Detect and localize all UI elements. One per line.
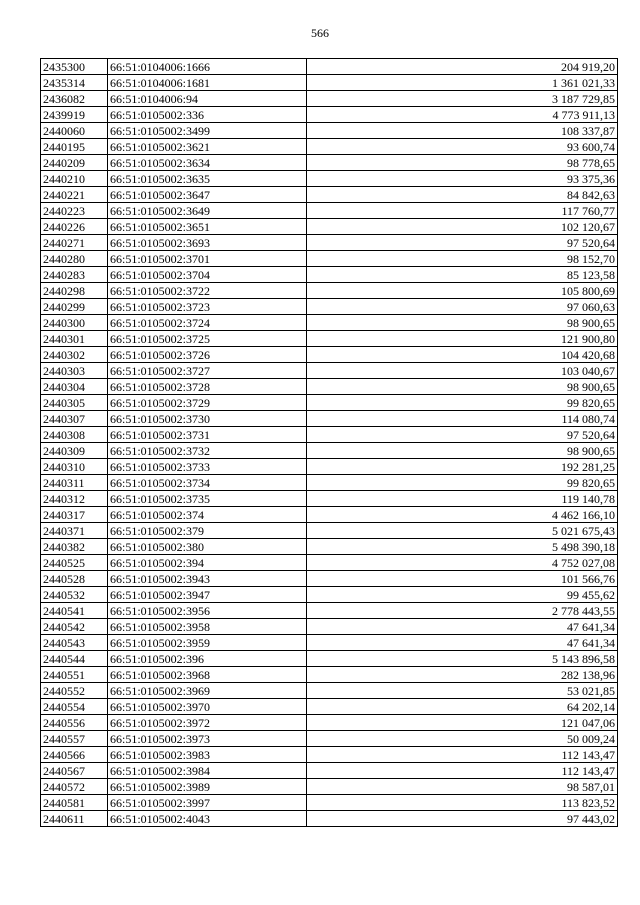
row-id-cell: 2440317 (41, 507, 108, 523)
table-row (41, 91, 618, 107)
cadastral-number-cell: 66:51:0105002:3969 (108, 683, 307, 699)
cadastral-number-cell: 66:51:0105002:3997 (108, 795, 307, 811)
table-row (41, 107, 618, 123)
cadastral-number-cell: 66:51:0105002:3956 (108, 603, 307, 619)
table-row (41, 347, 618, 363)
row-id-cell: 2440311 (41, 475, 108, 491)
value-cell: 121 900,80 (307, 331, 618, 347)
row-id-cell: 2439919 (41, 107, 108, 123)
cadastral-number-cell: 66:51:0105002:379 (108, 523, 307, 539)
table-row (41, 699, 618, 715)
cadastral-number-cell: 66:51:0105002:3724 (108, 315, 307, 331)
value-cell: 47 641,34 (307, 635, 618, 651)
cadastral-number-cell: 66:51:0105002:3725 (108, 331, 307, 347)
value-cell: 114 080,74 (307, 411, 618, 427)
table-row (41, 187, 618, 203)
cadastral-number-cell: 66:51:0105002:3968 (108, 667, 307, 683)
table-row (41, 219, 618, 235)
table-row (41, 363, 618, 379)
cadastral-number-cell: 66:51:0105002:3973 (108, 731, 307, 747)
value-cell: 93 375,36 (307, 171, 618, 187)
table-row (41, 459, 618, 475)
row-id-cell: 2440554 (41, 699, 108, 715)
cadastral-number-cell: 66:51:0105002:396 (108, 651, 307, 667)
row-id-cell: 2440195 (41, 139, 108, 155)
cadastral-number-cell: 66:51:0105002:3983 (108, 747, 307, 763)
table-row (41, 267, 618, 283)
row-id-cell: 2440572 (41, 779, 108, 795)
value-cell: 117 760,77 (307, 203, 618, 219)
table-row (41, 171, 618, 187)
row-id-cell: 2440303 (41, 363, 108, 379)
cadastral-number-cell: 66:51:0105002:3634 (108, 155, 307, 171)
row-id-cell: 2440544 (41, 651, 108, 667)
table-row (41, 651, 618, 667)
cadastral-number-cell: 66:51:0105002:3647 (108, 187, 307, 203)
table-row (41, 811, 618, 827)
row-id-cell: 2440226 (41, 219, 108, 235)
table-row (41, 683, 618, 699)
row-id-cell: 2440310 (41, 459, 108, 475)
row-id-cell: 2440532 (41, 587, 108, 603)
value-cell: 97 520,64 (307, 427, 618, 443)
value-cell: 2 778 443,55 (307, 603, 618, 619)
value-cell: 47 641,34 (307, 619, 618, 635)
table-row (41, 75, 618, 91)
value-cell: 119 140,78 (307, 491, 618, 507)
value-cell: 112 143,47 (307, 763, 618, 779)
row-id-cell: 2440528 (41, 571, 108, 587)
table-row (41, 635, 618, 651)
cadastral-number-cell: 66:51:0105002:3723 (108, 299, 307, 315)
row-id-cell: 2440299 (41, 299, 108, 315)
table-row (41, 715, 618, 731)
row-id-cell: 2440304 (41, 379, 108, 395)
cadastral-number-cell: 66:51:0104006:94 (108, 91, 307, 107)
row-id-cell: 2440283 (41, 267, 108, 283)
value-cell: 85 123,58 (307, 267, 618, 283)
cadastral-number-cell: 66:51:0105002:3621 (108, 139, 307, 155)
row-id-cell: 2440567 (41, 763, 108, 779)
cadastral-number-cell: 66:51:0105002:3651 (108, 219, 307, 235)
table-row (41, 283, 618, 299)
value-cell: 50 009,24 (307, 731, 618, 747)
cadastral-number-cell: 66:51:0105002:394 (108, 555, 307, 571)
table-row (41, 571, 618, 587)
cadastral-number-cell: 66:51:0105002:3727 (108, 363, 307, 379)
cadastral-number-cell: 66:51:0104006:1681 (108, 75, 307, 91)
table-row (41, 411, 618, 427)
value-cell: 101 566,76 (307, 571, 618, 587)
value-cell: 5 498 390,18 (307, 539, 618, 555)
table-body (41, 59, 618, 827)
row-id-cell: 2440551 (41, 667, 108, 683)
value-cell: 98 778,65 (307, 155, 618, 171)
row-id-cell: 2440307 (41, 411, 108, 427)
table-row (41, 795, 618, 811)
table-row (41, 747, 618, 763)
cadastral-number-cell: 66:51:0105002:3735 (108, 491, 307, 507)
table-row (41, 315, 618, 331)
value-cell: 108 337,87 (307, 123, 618, 139)
row-id-cell: 2440210 (41, 171, 108, 187)
row-id-cell: 2440298 (41, 283, 108, 299)
row-id-cell: 2440271 (41, 235, 108, 251)
row-id-cell: 2440308 (41, 427, 108, 443)
table-row (41, 763, 618, 779)
row-id-cell: 2440312 (41, 491, 108, 507)
cadastral-number-cell: 66:51:0105002:3649 (108, 203, 307, 219)
value-cell: 3 187 729,85 (307, 91, 618, 107)
cadastral-number-cell: 66:51:0105002:3947 (108, 587, 307, 603)
cadastral-number-cell: 66:51:0105002:374 (108, 507, 307, 523)
table-row (41, 123, 618, 139)
value-cell: 282 138,96 (307, 667, 618, 683)
row-id-cell: 2440280 (41, 251, 108, 267)
table-row (41, 603, 618, 619)
data-table (40, 58, 618, 827)
value-cell: 4 752 027,08 (307, 555, 618, 571)
value-cell: 103 040,67 (307, 363, 618, 379)
row-id-cell: 2440557 (41, 731, 108, 747)
table-row (41, 779, 618, 795)
table-row (41, 155, 618, 171)
cadastral-number-cell: 66:51:0105002:3731 (108, 427, 307, 443)
value-cell: 5 021 675,43 (307, 523, 618, 539)
value-cell: 113 823,52 (307, 795, 618, 811)
value-cell: 102 120,67 (307, 219, 618, 235)
value-cell: 99 820,65 (307, 475, 618, 491)
table-row (41, 427, 618, 443)
cadastral-number-cell: 66:51:0105002:3499 (108, 123, 307, 139)
row-id-cell: 2440300 (41, 315, 108, 331)
value-cell: 105 800,69 (307, 283, 618, 299)
cadastral-number-cell: 66:51:0105002:3734 (108, 475, 307, 491)
table-row (41, 555, 618, 571)
value-cell: 99 820,65 (307, 395, 618, 411)
table-row (41, 475, 618, 491)
row-id-cell: 2435300 (41, 59, 108, 75)
table-row (41, 379, 618, 395)
cadastral-number-cell: 66:51:0105002:3989 (108, 779, 307, 795)
cadastral-number-cell: 66:51:0105002:3943 (108, 571, 307, 587)
page-number: 566 (311, 26, 329, 40)
value-cell: 64 202,14 (307, 699, 618, 715)
row-id-cell: 2440556 (41, 715, 108, 731)
cadastral-number-cell: 66:51:0105002:3693 (108, 235, 307, 251)
row-id-cell: 2440060 (41, 123, 108, 139)
row-id-cell: 2440382 (41, 539, 108, 555)
row-id-cell: 2440611 (41, 811, 108, 827)
table-row (41, 139, 618, 155)
table-row (41, 523, 618, 539)
value-cell: 4 773 911,13 (307, 107, 618, 123)
row-id-cell: 2440221 (41, 187, 108, 203)
table-row (41, 539, 618, 555)
cadastral-number-cell: 66:51:0105002:3730 (108, 411, 307, 427)
cadastral-number-cell: 66:51:0105002:3729 (108, 395, 307, 411)
cadastral-number-cell: 66:51:0105002:3701 (108, 251, 307, 267)
row-id-cell: 2435314 (41, 75, 108, 91)
table-row (41, 331, 618, 347)
value-cell: 98 152,70 (307, 251, 618, 267)
value-cell: 84 842,63 (307, 187, 618, 203)
value-cell: 112 143,47 (307, 747, 618, 763)
table-row (41, 251, 618, 267)
row-id-cell: 2440541 (41, 603, 108, 619)
value-cell: 97 520,64 (307, 235, 618, 251)
table-row (41, 443, 618, 459)
value-cell: 98 900,65 (307, 315, 618, 331)
table-row (41, 235, 618, 251)
table-row (41, 203, 618, 219)
cadastral-number-cell: 66:51:0105002:3959 (108, 635, 307, 651)
value-cell: 104 420,68 (307, 347, 618, 363)
cadastral-number-cell: 66:51:0105002:336 (108, 107, 307, 123)
cadastral-number-cell: 66:51:0105002:3728 (108, 379, 307, 395)
table-row (41, 491, 618, 507)
value-cell: 93 600,74 (307, 139, 618, 155)
table-row (41, 587, 618, 603)
value-cell: 4 462 166,10 (307, 507, 618, 523)
value-cell: 98 900,65 (307, 443, 618, 459)
table-row (41, 731, 618, 747)
table-row (41, 507, 618, 523)
table-row (41, 667, 618, 683)
cadastral-number-cell: 66:51:0105002:3726 (108, 347, 307, 363)
row-id-cell: 2440371 (41, 523, 108, 539)
value-cell: 97 443,02 (307, 811, 618, 827)
table-row (41, 299, 618, 315)
value-cell: 98 900,65 (307, 379, 618, 395)
row-id-cell: 2440542 (41, 619, 108, 635)
row-id-cell: 2440309 (41, 443, 108, 459)
value-cell: 204 919,20 (307, 59, 618, 75)
row-id-cell: 2440566 (41, 747, 108, 763)
row-id-cell: 2440209 (41, 155, 108, 171)
cadastral-number-cell: 66:51:0104006:1666 (108, 59, 307, 75)
row-id-cell: 2440223 (41, 203, 108, 219)
row-id-cell: 2440581 (41, 795, 108, 811)
value-cell: 1 361 021,33 (307, 75, 618, 91)
value-cell: 98 587,01 (307, 779, 618, 795)
value-cell: 99 455,62 (307, 587, 618, 603)
cadastral-number-cell: 66:51:0105002:3958 (108, 619, 307, 635)
row-id-cell: 2440543 (41, 635, 108, 651)
cadastral-number-cell: 66:51:0105002:3704 (108, 267, 307, 283)
cadastral-number-cell: 66:51:0105002:3722 (108, 283, 307, 299)
value-cell: 121 047,06 (307, 715, 618, 731)
cadastral-number-cell: 66:51:0105002:3972 (108, 715, 307, 731)
cadastral-number-cell: 66:51:0105002:380 (108, 539, 307, 555)
value-cell: 192 281,25 (307, 459, 618, 475)
table-row (41, 619, 618, 635)
cadastral-number-cell: 66:51:0105002:3984 (108, 763, 307, 779)
table-row (41, 59, 618, 75)
row-id-cell: 2440525 (41, 555, 108, 571)
value-cell: 5 143 896,58 (307, 651, 618, 667)
table-row (41, 395, 618, 411)
row-id-cell: 2440302 (41, 347, 108, 363)
row-id-cell: 2440301 (41, 331, 108, 347)
row-id-cell: 2436082 (41, 91, 108, 107)
cadastral-number-cell: 66:51:0105002:3732 (108, 443, 307, 459)
cadastral-number-cell: 66:51:0105002:3635 (108, 171, 307, 187)
value-cell: 53 021,85 (307, 683, 618, 699)
value-cell: 97 060,63 (307, 299, 618, 315)
row-id-cell: 2440305 (41, 395, 108, 411)
cadastral-number-cell: 66:51:0105002:3733 (108, 459, 307, 475)
cadastral-number-cell: 66:51:0105002:4043 (108, 811, 307, 827)
cadastral-number-cell: 66:51:0105002:3970 (108, 699, 307, 715)
row-id-cell: 2440552 (41, 683, 108, 699)
